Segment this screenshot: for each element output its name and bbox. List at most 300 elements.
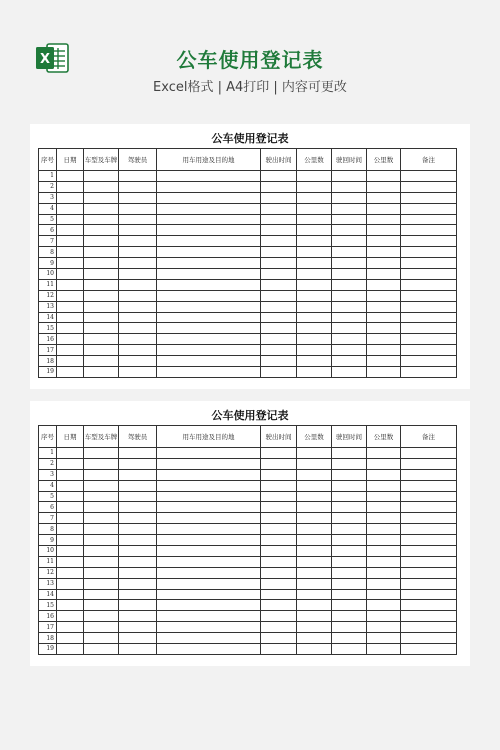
table-cell[interactable] [84,524,119,535]
row-number-cell[interactable]: 12 [39,567,57,578]
table-cell[interactable] [119,502,157,513]
table-cell[interactable] [261,556,297,567]
table-cell[interactable] [157,644,261,655]
table-cell[interactable] [57,258,84,269]
table-cell[interactable] [119,323,157,334]
table-cell[interactable] [57,247,84,258]
table-cell[interactable] [119,171,157,182]
table-cell[interactable] [261,513,297,524]
table-cell[interactable] [84,269,119,280]
table-cell[interactable] [157,258,261,269]
table-cell[interactable] [84,171,119,182]
table-cell[interactable] [367,502,401,513]
table-cell[interactable] [84,279,119,290]
table-cell[interactable] [261,600,297,611]
table-cell[interactable] [84,556,119,567]
table-cell[interactable] [332,524,367,535]
table-cell[interactable] [367,225,401,236]
table-cell[interactable] [84,644,119,655]
table-cell[interactable] [261,192,297,203]
table-cell[interactable] [401,258,457,269]
table-cell[interactable] [84,448,119,459]
table-cell[interactable] [119,334,157,345]
table-cell[interactable] [157,247,261,258]
table-cell[interactable] [401,546,457,557]
table-cell[interactable] [57,578,84,589]
table-cell[interactable] [84,480,119,491]
table-cell[interactable] [332,301,367,312]
table-cell[interactable] [261,491,297,502]
table-cell[interactable] [297,312,332,323]
table-cell[interactable] [57,633,84,644]
table-cell[interactable] [119,556,157,567]
table-cell[interactable] [261,356,297,367]
table-cell[interactable] [297,323,332,334]
table-cell[interactable] [332,236,367,247]
table-cell[interactable] [401,589,457,600]
row-number-cell[interactable]: 13 [39,578,57,589]
table-cell[interactable] [119,644,157,655]
table-cell[interactable] [297,480,332,491]
table-cell[interactable] [84,589,119,600]
row-number-cell[interactable]: 2 [39,458,57,469]
table-cell[interactable] [297,247,332,258]
table-cell[interactable] [261,502,297,513]
table-cell[interactable] [261,258,297,269]
table-cell[interactable] [401,236,457,247]
table-cell[interactable] [332,269,367,280]
row-number-cell[interactable]: 8 [39,247,57,258]
table-cell[interactable] [157,334,261,345]
table-cell[interactable] [84,567,119,578]
table-cell[interactable] [367,214,401,225]
table-cell[interactable] [261,622,297,633]
table-cell[interactable] [57,469,84,480]
table-cell[interactable] [332,290,367,301]
table-cell[interactable] [261,269,297,280]
table-cell[interactable] [261,225,297,236]
table-cell[interactable] [84,622,119,633]
table-cell[interactable] [157,448,261,459]
table-cell[interactable] [367,622,401,633]
table-cell[interactable] [332,247,367,258]
row-number-cell[interactable]: 5 [39,491,57,502]
table-cell[interactable] [57,367,84,378]
row-number-cell[interactable]: 18 [39,356,57,367]
table-cell[interactable] [57,458,84,469]
table-cell[interactable] [332,589,367,600]
table-cell[interactable] [119,622,157,633]
table-cell[interactable] [367,192,401,203]
table-cell[interactable] [297,589,332,600]
table-cell[interactable] [261,290,297,301]
table-cell[interactable] [401,535,457,546]
table-cell[interactable] [401,448,457,459]
table-cell[interactable] [401,367,457,378]
table-cell[interactable] [157,236,261,247]
table-cell[interactable] [157,480,261,491]
table-cell[interactable] [57,513,84,524]
table-cell[interactable] [367,458,401,469]
table-cell[interactable] [401,181,457,192]
table-cell[interactable] [119,633,157,644]
table-cell[interactable] [157,469,261,480]
table-cell[interactable] [261,589,297,600]
table-cell[interactable] [261,203,297,214]
table-cell[interactable] [261,301,297,312]
table-cell[interactable] [119,546,157,557]
table-cell[interactable] [119,567,157,578]
table-cell[interactable] [367,524,401,535]
row-number-cell[interactable]: 3 [39,192,57,203]
table-cell[interactable] [401,323,457,334]
row-number-cell[interactable]: 9 [39,258,57,269]
table-cell[interactable] [297,622,332,633]
table-cell[interactable] [157,181,261,192]
table-cell[interactable] [84,469,119,480]
table-cell[interactable] [401,567,457,578]
table-cell[interactable] [157,171,261,182]
table-cell[interactable] [84,356,119,367]
table-cell[interactable] [401,458,457,469]
table-cell[interactable] [332,214,367,225]
row-number-cell[interactable]: 7 [39,236,57,247]
table-cell[interactable] [261,345,297,356]
table-cell[interactable] [261,367,297,378]
table-cell[interactable] [401,524,457,535]
table-cell[interactable] [157,356,261,367]
table-cell[interactable] [84,345,119,356]
table-cell[interactable] [332,567,367,578]
table-cell[interactable] [401,247,457,258]
table-cell[interactable] [157,323,261,334]
table-cell[interactable] [297,644,332,655]
table-cell[interactable] [332,502,367,513]
table-cell[interactable] [367,448,401,459]
table-cell[interactable] [57,448,84,459]
table-cell[interactable] [332,644,367,655]
table-cell[interactable] [367,312,401,323]
table-cell[interactable] [157,611,261,622]
table-cell[interactable] [57,535,84,546]
table-cell[interactable] [84,491,119,502]
table-cell[interactable] [261,247,297,258]
row-number-cell[interactable]: 15 [39,600,57,611]
table-cell[interactable] [332,556,367,567]
table-cell[interactable] [401,334,457,345]
table-cell[interactable] [297,269,332,280]
table-cell[interactable] [332,491,367,502]
table-cell[interactable] [401,203,457,214]
table-cell[interactable] [57,171,84,182]
table-cell[interactable] [261,524,297,535]
table-cell[interactable] [57,644,84,655]
table-cell[interactable] [367,301,401,312]
table-cell[interactable] [119,367,157,378]
table-cell[interactable] [332,312,367,323]
table-cell[interactable] [157,367,261,378]
row-number-cell[interactable]: 13 [39,301,57,312]
table-cell[interactable] [332,480,367,491]
table-cell[interactable] [332,225,367,236]
table-cell[interactable] [367,589,401,600]
table-cell[interactable] [57,622,84,633]
table-cell[interactable] [57,323,84,334]
table-cell[interactable] [57,611,84,622]
table-cell[interactable] [261,611,297,622]
table-cell[interactable] [157,633,261,644]
row-number-cell[interactable]: 10 [39,546,57,557]
table-cell[interactable] [157,203,261,214]
table-cell[interactable] [367,269,401,280]
table-cell[interactable] [332,546,367,557]
table-cell[interactable] [401,279,457,290]
row-number-cell[interactable]: 1 [39,171,57,182]
table-cell[interactable] [367,236,401,247]
table-cell[interactable] [332,192,367,203]
table-cell[interactable] [57,567,84,578]
table-cell[interactable] [261,214,297,225]
table-cell[interactable] [297,301,332,312]
table-cell[interactable] [367,556,401,567]
table-cell[interactable] [157,556,261,567]
table-cell[interactable] [157,192,261,203]
row-number-cell[interactable]: 11 [39,556,57,567]
table-cell[interactable] [157,301,261,312]
table-cell[interactable] [84,546,119,557]
table-cell[interactable] [84,600,119,611]
table-cell[interactable] [297,181,332,192]
table-cell[interactable] [157,524,261,535]
table-cell[interactable] [119,448,157,459]
table-cell[interactable] [297,513,332,524]
table-cell[interactable] [297,279,332,290]
table-cell[interactable] [119,578,157,589]
table-cell[interactable] [57,225,84,236]
table-cell[interactable] [401,480,457,491]
row-number-cell[interactable]: 6 [39,502,57,513]
table-cell[interactable] [332,469,367,480]
table-cell[interactable] [401,513,457,524]
table-cell[interactable] [261,469,297,480]
table-cell[interactable] [401,345,457,356]
table-cell[interactable] [332,611,367,622]
table-cell[interactable] [84,611,119,622]
table-cell[interactable] [84,502,119,513]
table-cell[interactable] [332,345,367,356]
table-cell[interactable] [57,203,84,214]
table-cell[interactable] [157,458,261,469]
table-cell[interactable] [297,469,332,480]
table-cell[interactable] [84,181,119,192]
table-cell[interactable] [261,448,297,459]
row-number-cell[interactable]: 6 [39,225,57,236]
table-cell[interactable] [401,214,457,225]
table-cell[interactable] [57,480,84,491]
table-cell[interactable] [367,181,401,192]
table-cell[interactable] [401,312,457,323]
table-cell[interactable] [119,258,157,269]
table-cell[interactable] [157,214,261,225]
table-cell[interactable] [157,535,261,546]
table-cell[interactable] [84,367,119,378]
table-cell[interactable] [401,290,457,301]
table-cell[interactable] [297,171,332,182]
table-cell[interactable] [261,578,297,589]
row-number-cell[interactable]: 7 [39,513,57,524]
table-cell[interactable] [119,301,157,312]
table-cell[interactable] [261,236,297,247]
table-cell[interactable] [367,323,401,334]
table-cell[interactable] [119,589,157,600]
table-cell[interactable] [57,502,84,513]
table-cell[interactable] [119,214,157,225]
table-cell[interactable] [367,491,401,502]
table-cell[interactable] [332,323,367,334]
table-cell[interactable] [157,502,261,513]
table-cell[interactable] [261,480,297,491]
table-cell[interactable] [57,556,84,567]
table-cell[interactable] [332,458,367,469]
table-cell[interactable] [119,181,157,192]
table-cell[interactable] [261,546,297,557]
table-cell[interactable] [57,214,84,225]
table-cell[interactable] [367,356,401,367]
table-cell[interactable] [367,290,401,301]
table-cell[interactable] [332,203,367,214]
table-cell[interactable] [57,356,84,367]
table-cell[interactable] [157,225,261,236]
table-cell[interactable] [367,345,401,356]
table-cell[interactable] [157,589,261,600]
table-cell[interactable] [261,312,297,323]
table-cell[interactable] [261,458,297,469]
table-cell[interactable] [367,334,401,345]
table-cell[interactable] [84,535,119,546]
table-cell[interactable] [157,279,261,290]
table-cell[interactable] [84,578,119,589]
table-cell[interactable] [297,258,332,269]
table-cell[interactable] [57,181,84,192]
table-cell[interactable] [57,345,84,356]
table-cell[interactable] [84,247,119,258]
row-number-cell[interactable]: 16 [39,611,57,622]
table-cell[interactable] [119,458,157,469]
table-cell[interactable] [367,367,401,378]
table-cell[interactable] [157,345,261,356]
table-cell[interactable] [84,258,119,269]
table-cell[interactable] [401,502,457,513]
table-cell[interactable] [84,334,119,345]
table-cell[interactable] [261,535,297,546]
row-number-cell[interactable]: 3 [39,469,57,480]
table-cell[interactable] [297,491,332,502]
table-cell[interactable] [367,247,401,258]
table-cell[interactable] [367,258,401,269]
table-cell[interactable] [119,236,157,247]
table-cell[interactable] [297,502,332,513]
table-cell[interactable] [157,290,261,301]
table-cell[interactable] [367,600,401,611]
table-cell[interactable] [119,203,157,214]
table-cell[interactable] [261,171,297,182]
table-cell[interactable] [401,301,457,312]
table-cell[interactable] [261,334,297,345]
table-cell[interactable] [119,480,157,491]
table-cell[interactable] [157,269,261,280]
table-cell[interactable] [332,633,367,644]
table-cell[interactable] [119,611,157,622]
table-cell[interactable] [367,578,401,589]
row-number-cell[interactable]: 16 [39,334,57,345]
table-cell[interactable] [57,589,84,600]
row-number-cell[interactable]: 8 [39,524,57,535]
table-cell[interactable] [297,578,332,589]
table-cell[interactable] [297,290,332,301]
table-cell[interactable] [297,225,332,236]
table-cell[interactable] [401,556,457,567]
table-cell[interactable] [84,214,119,225]
table-cell[interactable] [119,600,157,611]
table-cell[interactable] [401,171,457,182]
row-number-cell[interactable]: 15 [39,323,57,334]
table-cell[interactable] [261,567,297,578]
table-cell[interactable] [157,622,261,633]
table-cell[interactable] [367,633,401,644]
table-cell[interactable] [297,633,332,644]
table-cell[interactable] [332,181,367,192]
table-cell[interactable] [367,567,401,578]
row-number-cell[interactable]: 14 [39,312,57,323]
table-cell[interactable] [119,469,157,480]
table-cell[interactable] [57,524,84,535]
table-cell[interactable] [332,578,367,589]
table-cell[interactable] [332,334,367,345]
row-number-cell[interactable]: 9 [39,535,57,546]
table-cell[interactable] [367,644,401,655]
table-cell[interactable] [84,301,119,312]
table-cell[interactable] [401,469,457,480]
table-cell[interactable] [297,524,332,535]
table-cell[interactable] [84,312,119,323]
row-number-cell[interactable]: 1 [39,448,57,459]
table-cell[interactable] [401,644,457,655]
table-cell[interactable] [57,192,84,203]
table-cell[interactable] [84,633,119,644]
table-cell[interactable] [119,192,157,203]
row-number-cell[interactable]: 14 [39,589,57,600]
row-number-cell[interactable]: 19 [39,644,57,655]
table-cell[interactable] [57,546,84,557]
row-number-cell[interactable]: 19 [39,367,57,378]
table-cell[interactable] [157,513,261,524]
table-cell[interactable] [57,600,84,611]
table-cell[interactable] [157,600,261,611]
table-cell[interactable] [367,469,401,480]
table-cell[interactable] [332,535,367,546]
table-cell[interactable] [297,214,332,225]
table-cell[interactable] [297,367,332,378]
table-cell[interactable] [119,312,157,323]
table-cell[interactable] [367,535,401,546]
table-cell[interactable] [367,546,401,557]
table-cell[interactable] [84,203,119,214]
table-cell[interactable] [367,171,401,182]
table-cell[interactable] [297,334,332,345]
table-cell[interactable] [84,458,119,469]
row-number-cell[interactable]: 10 [39,269,57,280]
table-cell[interactable] [297,535,332,546]
